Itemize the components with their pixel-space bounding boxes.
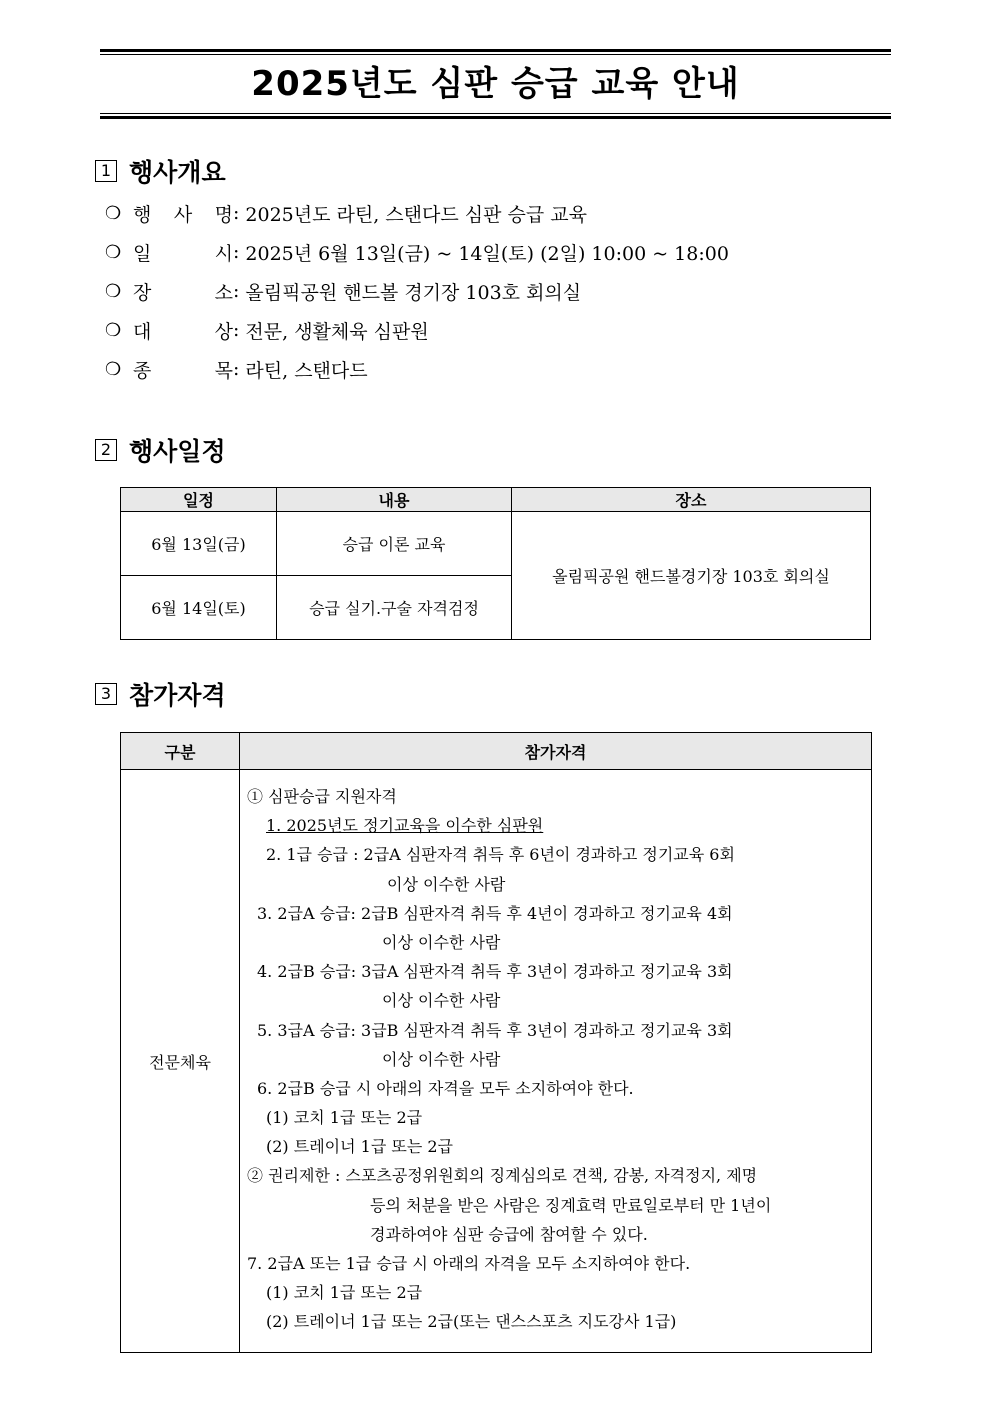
qualification-requirements xyxy=(240,770,872,1353)
title-rule-top-thin xyxy=(100,54,891,55)
qualification-header-category: 구분 xyxy=(121,733,240,770)
overview-label: 종 목 xyxy=(133,359,233,382)
qualification-line: 이상 이수한 사람 xyxy=(382,1049,501,1069)
section-number-box: 1 xyxy=(95,160,117,182)
qualification-line: ① 심판승급 지원자격 xyxy=(247,787,397,806)
qualification-category: 전문체육 xyxy=(121,770,240,1353)
overview-value: 전문, 생활체육 심판원 xyxy=(245,320,429,343)
title-rule-bottom-thin xyxy=(100,113,891,114)
qualification-line: (1) 코치 1급 또는 2급 xyxy=(266,1283,423,1303)
qualification-line: (2) 트레이너 1급 또는 2급(또는 댄스스포츠 지도강사 1급) xyxy=(266,1312,677,1332)
overview-label: 일 시 xyxy=(133,242,233,265)
overview-value: 올림픽공원 핸드볼 경기장 103호 회의실 xyxy=(245,281,582,304)
schedule-cell-place: 올림픽공원 핸드볼경기장 103호 회의실 xyxy=(512,512,871,640)
schedule-cell-date: 6월 13일(금) xyxy=(121,512,277,576)
circle-bullet-icon: ❍ xyxy=(105,280,122,302)
page-title: 2025년도 심판 승급 교육 안내 xyxy=(251,64,740,104)
section-heading-qualification xyxy=(95,679,226,709)
overview-value: 2025년도 라틴, 스탠다드 심판 승급 교육 xyxy=(245,203,587,226)
title-rule-bottom xyxy=(100,116,891,119)
qualification-line: 이상 이수한 사람 xyxy=(387,874,506,894)
schedule-cell-date: 6월 14일(토) xyxy=(121,576,277,640)
overview-label: 장 소 xyxy=(133,281,233,304)
qualification-line: 이상 이수한 사람 xyxy=(382,991,501,1011)
section-number-box: 2 xyxy=(95,439,117,461)
section-title: 행사개요 xyxy=(129,158,226,187)
overview-item-events: ❍ 종 목 : 라틴, 스탠다드 xyxy=(105,354,368,384)
overview-value: 2025년 6월 13일(금) ~ 14일(토) (2일) 10:00 ~ 18:00 xyxy=(245,242,729,265)
section-heading-overview xyxy=(95,156,226,186)
circle-bullet-icon: ❍ xyxy=(105,202,122,224)
overview-item-event-name: ❍ 행 사 명 : 2025년도 라틴, 스탠다드 심판 승급 교육 xyxy=(105,198,587,228)
qualification-line: 2. 1급 승급 : 2급A 심판자격 취득 후 6년이 경과하고 정기교육 6회 xyxy=(266,845,735,865)
qualification-line: 3. 2급A 승급: 2급B 심판자격 취득 후 4년이 경과하고 정기교육 4회 xyxy=(257,903,733,923)
qualification-line: (1) 코치 1급 또는 2급 xyxy=(266,1108,423,1128)
section-heading-schedule xyxy=(95,435,226,465)
schedule-cell-content: 승급 실기.구술 자격검정 xyxy=(277,576,512,640)
qualification-table xyxy=(120,732,872,1353)
overview-item-venue: ❍ 장 소 : 올림픽공원 핸드볼 경기장 103호 회의실 xyxy=(105,276,581,306)
circle-bullet-icon: ❍ xyxy=(105,241,122,263)
qualification-line: 7. 2급A 또는 1급 승급 시 아래의 자격을 모두 소지하여야 한다. xyxy=(247,1254,691,1273)
schedule-cell-content: 승급 이론 교육 xyxy=(277,512,512,576)
qualification-line: 1. 2025년도 정기교육을 이수한 심판원 xyxy=(266,816,544,836)
qualification-header-requirements: 참가자격 xyxy=(240,733,872,770)
qualification-line: 등의 처분을 받은 사람은 징계효력 만료일로부터 만 1년이 xyxy=(370,1195,772,1215)
overview-item-target: ❍ 대 상 : 전문, 생활체육 심판원 xyxy=(105,315,429,345)
overview-label: 대 상 xyxy=(133,320,233,343)
title-rule-top xyxy=(100,49,891,52)
qualification-line: ② 권리제한 : 스포츠공정위원회의 징계심의로 견책, 감봉, 자격정지, 제명 xyxy=(247,1166,758,1186)
overview-item-datetime: ❍ 일 시 : 2025년 6월 13일(금) ~ 14일(토) (2일) 10:00 ~ 18:00 xyxy=(105,237,729,267)
qualification-line: 이상 이수한 사람 xyxy=(382,932,501,952)
section-number-box: 3 xyxy=(95,683,117,705)
overview-label: 행 사 명 xyxy=(133,203,233,226)
schedule-header-content: 내용 xyxy=(277,488,512,512)
circle-bullet-icon: ❍ xyxy=(105,358,122,380)
overview-value: 라틴, 스탠다드 xyxy=(245,359,368,382)
qualification-line: (2) 트레이너 1급 또는 2급 xyxy=(266,1137,454,1157)
schedule-header-date: 일정 xyxy=(121,488,277,512)
qualification-line: 4. 2급B 승급: 3급A 심판자격 취득 후 3년이 경과하고 정기교육 3회 xyxy=(257,962,733,982)
schedule-table xyxy=(120,487,871,640)
section-title: 행사일정 xyxy=(129,437,226,466)
schedule-header-place: 장소 xyxy=(512,488,871,512)
qualification-line: 5. 3급A 승급: 3급B 심판자격 취득 후 3년이 경과하고 정기교육 3회 xyxy=(257,1020,733,1040)
circle-bullet-icon: ❍ xyxy=(105,319,122,341)
section-title: 참가자격 xyxy=(129,681,226,710)
qualification-line: 6. 2급B 승급 시 아래의 자격을 모두 소지하여야 한다. xyxy=(257,1078,634,1098)
qualification-line: 경과하여야 심판 승급에 참여할 수 있다. xyxy=(370,1224,648,1244)
